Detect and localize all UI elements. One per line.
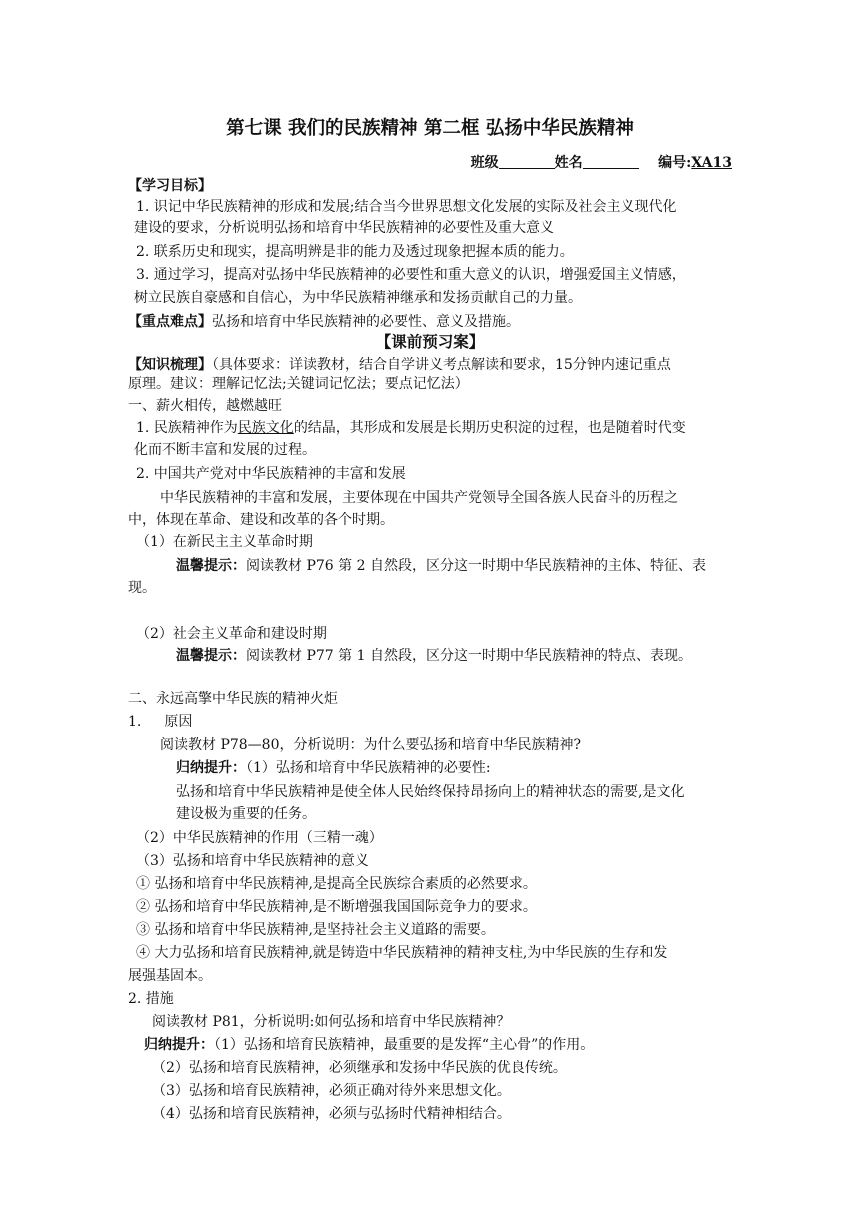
section-1-p2: 2. 中国共产党对中华民族精神的丰富和发展: [136, 466, 406, 482]
measures-read: 阅读教材 P81，分析说明:如何弘扬和培育中华民族精神？: [152, 1014, 511, 1030]
reason-number: 1.: [128, 714, 142, 730]
reason-summary: [176, 758, 491, 778]
reason-3-item-4: ④ 大力弘扬和培育民族精神,就是铸造中华民族精神的精神支柱,为中华民族的生存和发: [136, 945, 668, 961]
knowledge-line-2: 原理。建议：理解记忆法;关键词记忆法；要点记忆法）: [128, 376, 469, 392]
reason-read: 阅读教材 P78—80，分析说明：为什么要弘扬和培育中华民族精神?: [160, 737, 582, 753]
reason-title: [128, 712, 192, 732]
section-1-sub-1-tip-line-2: 现。: [128, 580, 156, 596]
reason-3: （3）弘扬和培育中华民族精神的意义: [136, 853, 369, 869]
reason-3-item-4-line-2: 展强基固本。: [128, 968, 212, 984]
measures-summary: [144, 1035, 594, 1055]
objective-3-line-1: 3. 通过学习，提高对弘扬中华民族精神的必要性和重大意义的认识，增强爱国主义情感，: [136, 267, 686, 283]
code-label: 编号:: [658, 155, 692, 171]
section-1-p2-body-1: 中华民族精神的丰富和发展，主要体现在中国共产党领导全国各族人民奋斗的历程之: [160, 490, 678, 506]
section-1-p2-body-2: 中，体现在革命、建设和改革的各个时期。: [128, 512, 394, 528]
objective-1-line-1: 1. 识记中华民族精神的形成和发展;结合当今世界思想文化发展的实际及社会主义现代化: [136, 199, 677, 215]
p1-prefix: 1. 民族精神作为: [136, 420, 238, 436]
knowledge-line-1: [128, 355, 671, 375]
section-1-sub-1: （1）在新民主主义革命时期: [136, 534, 313, 550]
section-1-sub-2-tip: [176, 646, 692, 666]
name-blank: [583, 154, 639, 169]
reason-2: （2）中华民族精神的作用（三精一魂）: [136, 830, 383, 846]
measures-title: 2. 措施: [128, 991, 174, 1007]
tip-label: 温馨提示：: [176, 558, 246, 574]
section-1-p1-line-1: [136, 418, 686, 438]
page-title: 第七课 我们的民族精神 第二框 弘扬中华民族精神: [226, 118, 634, 139]
class-label: 班级: [470, 155, 499, 171]
reason-label: 原因: [164, 714, 193, 730]
knowledge-text: （具体要求：详读教材，结合自学讲义考点解读和要求，15分钟内速记重点: [212, 357, 671, 373]
tip-text: 阅读教材 P77 第 1 自然段，区分这一时期中华民族精神的特点、表现。: [246, 648, 692, 664]
knowledge-label: 【知识梳理】: [128, 357, 212, 373]
tip-label: 温馨提示：: [176, 648, 246, 664]
summary-text: （1）弘扬和培育民族精神，最重要的是发挥“主心骨”的作用。: [214, 1037, 595, 1053]
section-2-heading: 二、永远高擎中华民族的精神火炬: [128, 691, 338, 707]
reason-summary-body-2: 建设极为重要的任务。: [176, 806, 316, 822]
code-value: XA13: [691, 155, 732, 171]
objective-1-line-2: 建设的要求，分析说明弘扬和培育中华民族精神的必要性及重大意义: [134, 220, 554, 236]
objective-2: 2. 联系历史和现实，提高明辨是非的能力及透过现象把握本质的能力。: [136, 244, 574, 260]
measures-2: （2）弘扬和培育民族精神，必须继承和发扬中华民族的优良传统。: [152, 1060, 567, 1076]
objective-3-line-2: 树立民族自豪感和自信心，为中华民族精神继承和发扬贡献自己的力量。: [134, 290, 582, 306]
preview-heading: 【课前预习案】: [375, 332, 485, 351]
reason-3-item-3: ③ 弘扬和培育中华民族精神,是坚持社会主义道路的需要。: [136, 922, 495, 938]
key-points-text: 弘扬和培育中华民族精神的必要性、意义及措施。: [212, 314, 520, 330]
objectives-heading: 【学习目标】: [128, 178, 212, 194]
p1-suffix: 的结晶，其形成和发展是长期历史积淀的过程，也是随着时代变: [293, 420, 686, 436]
class-blank: [499, 154, 555, 169]
summary-label: 归纳提升：: [144, 1037, 214, 1053]
summary-label: 归纳提升：: [176, 760, 246, 776]
summary-text: （1）弘扬和培育中华民族精神的必要性:: [246, 760, 491, 776]
p1-underlined: 民族文化: [237, 420, 294, 436]
section-1-heading: 一、薪火相传，越燃越旺: [128, 398, 282, 414]
section-1-sub-2: （2）社会主义革命和建设时期: [136, 626, 327, 642]
reason-summary-body-1: 弘扬和培育中华民族精神是使全体人民始终保持昂扬向上的精神状态的需要,是文化: [176, 784, 685, 800]
tip-text: 阅读教材 P76 第 2 自然段，区分这一时期中华民族精神的主体、特征、表: [246, 558, 706, 574]
section-1-p1-line-2: 化而不断丰富和发展的过程。: [134, 442, 316, 458]
student-info-line: [471, 153, 732, 173]
measures-3: （3）弘扬和培育民族精神，必须正确对待外来思想文化。: [152, 1083, 511, 1099]
section-1-sub-1-tip: [176, 556, 706, 576]
reason-3-item-2: ② 弘扬和培育中华民族精神,是不断增强我国国际竞争力的要求。: [136, 899, 537, 915]
name-label: 姓名: [554, 155, 583, 171]
key-points-label: 【重点难点】: [128, 314, 212, 330]
measures-4: （4）弘扬和培育民族精神，必须与弘扬时代精神相结合。: [152, 1106, 511, 1122]
reason-3-item-1: ① 弘扬和培育中华民族精神,是提高全民族综合素质的必然要求。: [136, 876, 537, 892]
key-points: [128, 312, 520, 332]
